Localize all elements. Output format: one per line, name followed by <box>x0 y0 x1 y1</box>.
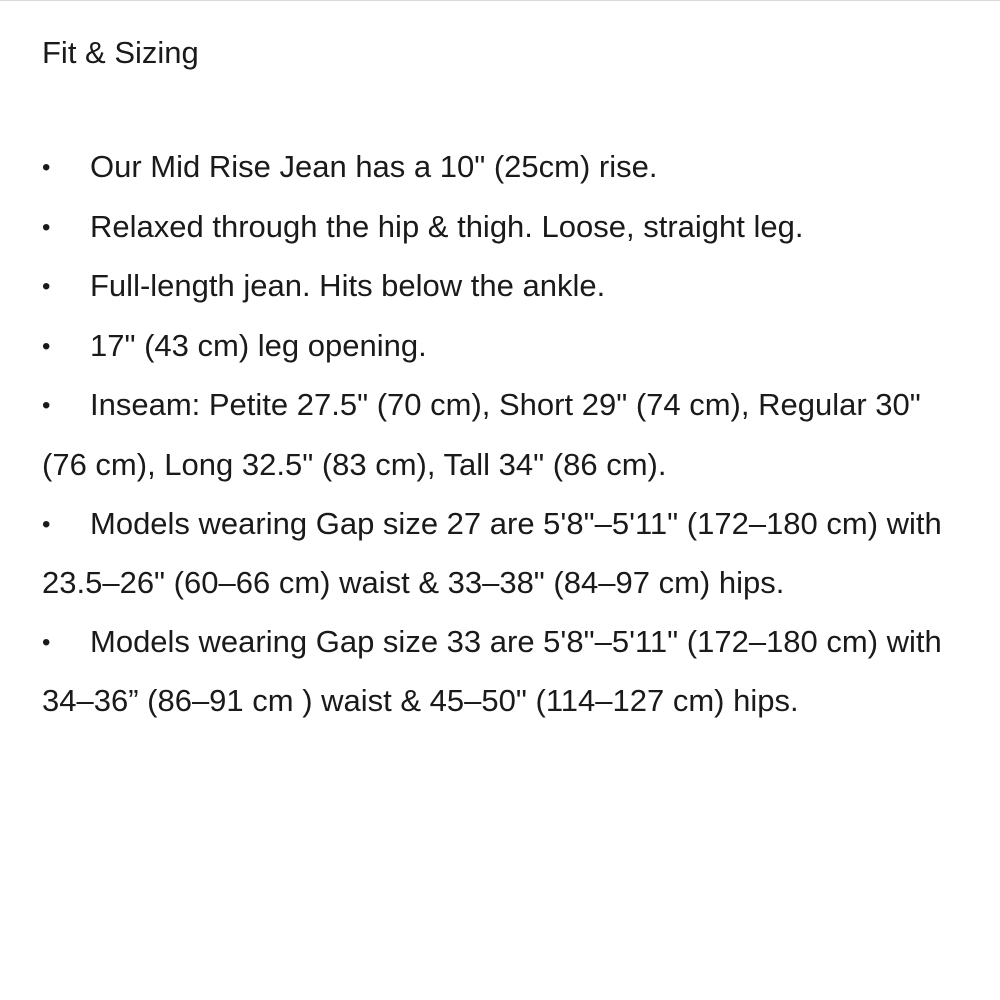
list-item-text: Relaxed through the hip & thigh. Loose, straight leg. <box>90 208 804 244</box>
list-item-text: Our Mid Rise Jean has a 10" (25cm) rise. <box>90 149 658 184</box>
list-item <box>42 376 952 494</box>
list-item-text: Inseam: Petite 27.5" (70 cm), Short 29" (74 cm), Regular 30" (76 cm), Long 32.5" (83 cm), Tall 34" (86 cm). <box>42 387 921 482</box>
section-title: Fit & Sizing <box>42 35 199 70</box>
list-item-text: 17" (43 cm) leg opening. <box>90 327 427 363</box>
bullet-icon: • <box>42 332 51 360</box>
bullet-icon: • <box>42 510 51 538</box>
list-item-text: Full-length jean. Hits below the ankle. <box>90 268 606 304</box>
list-item <box>42 257 952 317</box>
bullet-icon: • <box>42 392 51 420</box>
list-item-text: Models wearing Gap size 33 are 5'8"–5'11" (172–180 cm) with 34–36” (86–91 cm ) waist & 45–50" (114–127 cm) hips. <box>42 623 942 719</box>
list-item <box>42 495 952 613</box>
list-item <box>42 138 952 198</box>
list-item <box>42 317 952 377</box>
fit-sizing-list <box>42 138 952 731</box>
bullet-icon: • <box>42 154 51 181</box>
bullet-icon: • <box>42 273 51 301</box>
list-item <box>42 198 952 258</box>
list-item <box>42 613 952 731</box>
bullet-icon: • <box>42 213 51 241</box>
bullet-icon: • <box>42 628 51 656</box>
list-item-text: Models wearing Gap size 27 are 5'8"–5'11" (172–180 cm) with 23.5–26" (60–66 cm) waist & 33–38" (84–97 cm) hips. <box>42 505 942 601</box>
